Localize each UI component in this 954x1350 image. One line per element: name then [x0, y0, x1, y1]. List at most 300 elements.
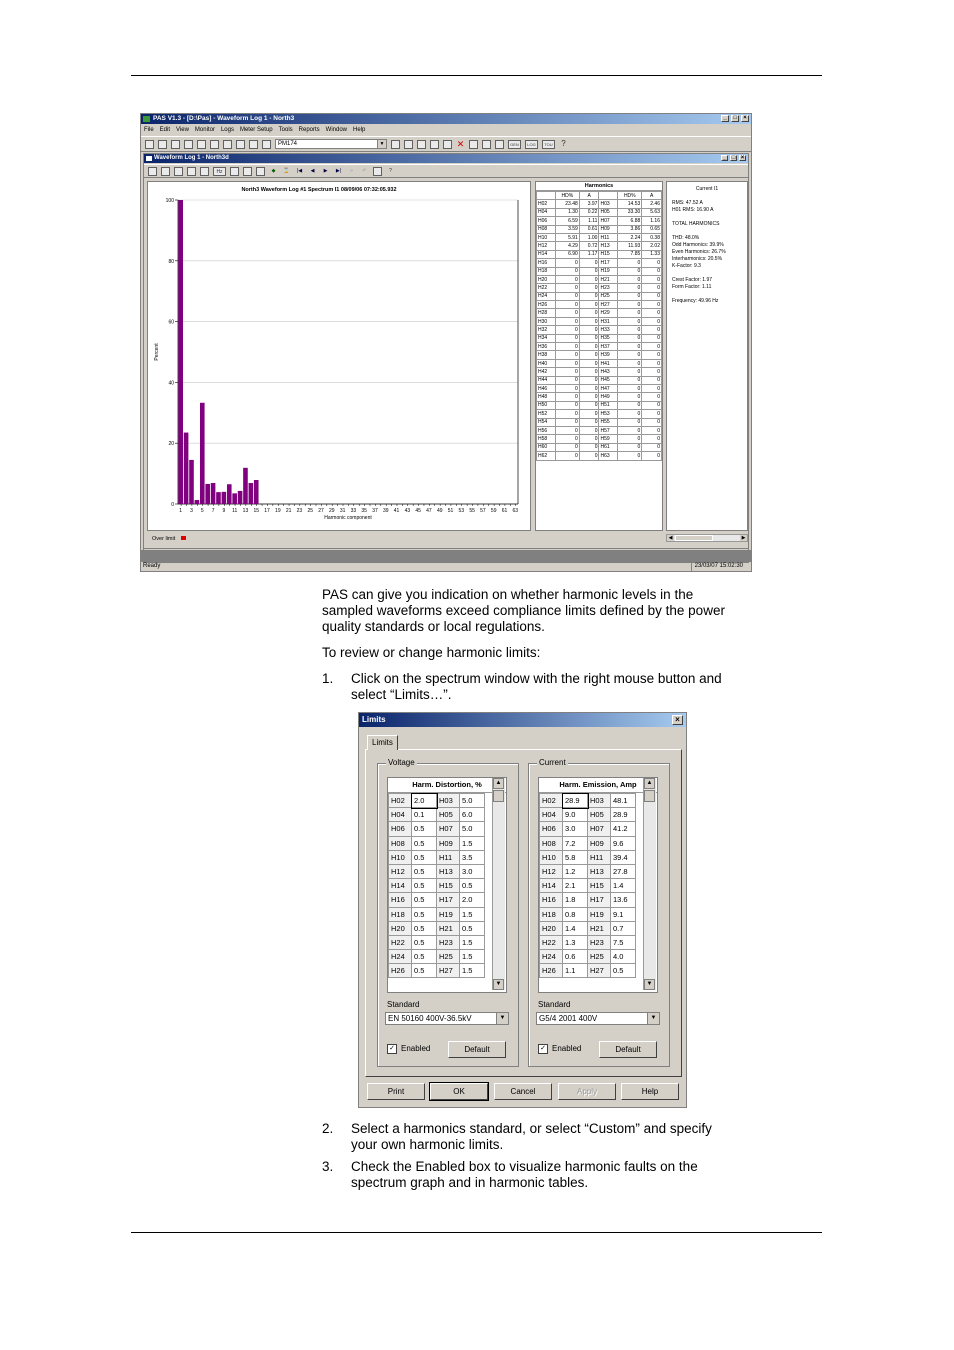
- stop-icon[interactable]: [373, 167, 382, 176]
- reset-icon[interactable]: [469, 140, 478, 149]
- limits-harmonic-label: H25: [437, 950, 460, 964]
- limits-value-cell[interactable]: 0.5: [412, 893, 437, 907]
- limits-value-cell[interactable]: 1.2: [563, 864, 588, 878]
- harmonics-cell: H44: [537, 376, 556, 384]
- limits-value-cell[interactable]: 9.0: [563, 808, 588, 822]
- voltage-table-header: Harm. Distortion, %: [388, 778, 506, 793]
- rms-icon[interactable]: [174, 167, 183, 176]
- harmonics-cell: 3.59: [555, 225, 579, 233]
- limits-harmonic-label: H06: [389, 822, 412, 836]
- harmonics-cell: H45: [599, 376, 618, 384]
- print-button[interactable]: Print: [367, 1083, 425, 1100]
- harmonics-cell: 0: [555, 426, 579, 434]
- upload-icon[interactable]: [404, 140, 413, 149]
- harmonics-cell: 0: [618, 317, 642, 325]
- limits-row: [389, 794, 485, 808]
- harmonics-cell: 1.16: [642, 217, 662, 225]
- spectrum-icon[interactable]: [200, 167, 209, 176]
- limits-harmonic-label: H13: [588, 864, 611, 878]
- voltage-standard-select[interactable]: EN 50160 400V-36.5kV ▼: [385, 1012, 509, 1025]
- limits-harmonic-label: H08: [389, 836, 412, 850]
- delete-icon[interactable]: ✕: [456, 138, 465, 149]
- voltage-limits-table[interactable]: [387, 777, 507, 993]
- limits-value-cell[interactable]: 28.9: [611, 808, 636, 822]
- harmonics-cell: 0: [579, 259, 599, 267]
- harmonics-cell: 0: [618, 393, 642, 401]
- data-icon[interactable]: [443, 140, 452, 149]
- info-line: K-Factor: 9.3: [672, 263, 701, 269]
- voltage-default-button[interactable]: Default: [448, 1041, 506, 1058]
- harmonics-cell: 0: [579, 452, 599, 460]
- harmonics-cell: H50: [537, 401, 556, 409]
- voltage-scrollbar[interactable]: [492, 778, 505, 990]
- limits-row: [389, 836, 485, 850]
- limits-value-cell[interactable]: 1.4: [563, 921, 588, 935]
- limits-value-cell[interactable]: 1.4: [611, 879, 636, 893]
- info-scrollbar[interactable]: [666, 534, 748, 542]
- tou-button[interactable]: TOU: [542, 140, 555, 149]
- scroll-left-icon[interactable]: ◀: [668, 535, 673, 541]
- open-icon[interactable]: [145, 140, 154, 149]
- current-limits-table[interactable]: [538, 777, 658, 993]
- limits-value-cell[interactable]: 1.5: [460, 935, 485, 949]
- child-toolbar: [144, 164, 748, 178]
- voltage-enabled-checkbox[interactable]: ✓ Enabled: [387, 1044, 430, 1054]
- limits-value-cell[interactable]: 1.1: [563, 964, 588, 978]
- report-icon[interactable]: [495, 140, 504, 149]
- phasor-icon[interactable]: [187, 167, 196, 176]
- x-tick-label: 45: [415, 508, 421, 514]
- harmonics-cell: H09: [599, 225, 618, 233]
- undo-icon[interactable]: ↶: [362, 167, 367, 174]
- harmonics-cell: 0: [618, 343, 642, 351]
- y-tick-label: 80: [168, 258, 174, 265]
- menu-view[interactable]: View: [176, 127, 189, 133]
- limits-harmonic-label: H27: [588, 964, 611, 978]
- filter-icon[interactable]: ⌛: [283, 167, 290, 174]
- harmonics-cell: 0: [555, 351, 579, 359]
- limits-value-cell[interactable]: 0.5: [412, 950, 437, 964]
- prev-record-icon[interactable]: ◀: [310, 167, 315, 174]
- help-icon[interactable]: ?: [561, 138, 566, 148]
- harmonics-cell: 0.22: [579, 208, 599, 216]
- limits-row: [389, 893, 485, 907]
- limits-value-cell[interactable]: 1.3: [563, 935, 588, 949]
- harmonics-cell: H54: [537, 418, 556, 426]
- harmonics-cell: H37: [599, 343, 618, 351]
- x-tick-label: 55: [469, 508, 475, 514]
- download-icon[interactable]: [417, 140, 426, 149]
- grid-icon[interactable]: [391, 140, 400, 149]
- limits-harmonic-label: H02: [540, 794, 563, 808]
- harmonics-cell: 0: [618, 284, 642, 292]
- maximize-icon[interactable]: □: [731, 115, 739, 122]
- harmonics-cell: 6.90: [555, 250, 579, 258]
- preview-icon[interactable]: [236, 140, 245, 149]
- current-standard-select[interactable]: G5/4 2001 400V ▼: [536, 1012, 660, 1025]
- current-scroll-thumb[interactable]: [644, 790, 655, 802]
- harmonics-row: [537, 368, 662, 376]
- harmonics-cell: H04: [537, 208, 556, 216]
- harmonics-row: [537, 443, 662, 451]
- menu-file[interactable]: File: [144, 127, 154, 133]
- limits-value-cell[interactable]: 0.5: [412, 964, 437, 978]
- hz-button[interactable]: Hz: [213, 167, 226, 176]
- limits-value-cell[interactable]: 0.6: [563, 950, 588, 964]
- harmonics-cell: 0: [555, 334, 579, 342]
- properties-icon[interactable]: [249, 140, 258, 149]
- limits-dialog: [358, 712, 687, 1108]
- harmonics-row: [537, 435, 662, 443]
- limits-value-cell[interactable]: 27.8: [611, 864, 636, 878]
- device-select[interactable]: PM174 ▼: [275, 139, 387, 149]
- harmonics-cell: H61: [599, 443, 618, 451]
- print-icon[interactable]: [223, 140, 232, 149]
- limits-value-cell[interactable]: 2.1: [563, 879, 588, 893]
- voltage-group-label: Voltage: [388, 758, 415, 767]
- review-paragraph: To review or change harmonic limits:: [322, 645, 541, 660]
- harmonics-cell: H40: [537, 359, 556, 367]
- voltage-standard-label: Standard: [387, 1000, 420, 1009]
- limits-harmonic-label: H10: [389, 850, 412, 864]
- menu-help[interactable]: Help: [353, 127, 366, 133]
- scroll-thumb[interactable]: [675, 535, 713, 541]
- limits-harmonic-label: H23: [588, 935, 611, 949]
- y-axis-label: Percent: [154, 343, 160, 361]
- harmonics-row: [537, 301, 662, 309]
- ok-button[interactable]: OK: [430, 1083, 488, 1100]
- x-tick-label: 63: [512, 508, 519, 514]
- limits-harmonic-label: H11: [588, 850, 611, 864]
- first-record-icon[interactable]: |◀: [296, 167, 303, 174]
- harmonics-cell: 0: [555, 267, 579, 275]
- limits-value-cell[interactable]: 0.5: [412, 864, 437, 878]
- harmonics-cell: 0: [642, 275, 662, 283]
- child-maximize-icon[interactable]: □: [731, 155, 736, 161]
- harmonics-cell: H02: [537, 200, 556, 208]
- harmonics-cell: H10: [537, 233, 556, 241]
- monitor-icon[interactable]: [430, 140, 439, 149]
- limits-value-cell[interactable]: 0.5: [460, 921, 485, 935]
- limits-harmonic-label: H26: [389, 964, 412, 978]
- limits-value-cell[interactable]: 1.5: [460, 950, 485, 964]
- harmonics-cell: 0: [579, 334, 599, 342]
- limits-value-cell[interactable]: 6.0: [460, 808, 485, 822]
- limits-value-cell[interactable]: 0.5: [412, 921, 437, 935]
- spectrum-bar: [184, 433, 189, 504]
- harmonics-cell: H49: [599, 393, 618, 401]
- connect-icon[interactable]: [262, 140, 271, 149]
- child-help-icon[interactable]: ?: [389, 167, 392, 174]
- limits-value-cell[interactable]: 0.8: [563, 907, 588, 921]
- cancel-button[interactable]: Cancel: [494, 1083, 552, 1100]
- spectrum-bar: [211, 483, 216, 504]
- harmonics-cell: H12: [537, 242, 556, 250]
- limits-row: [540, 864, 636, 878]
- channels-icon[interactable]: [230, 167, 239, 176]
- limits-value-cell[interactable]: 2.0: [412, 794, 437, 808]
- x-tick-label: 1: [179, 508, 183, 514]
- checkmark-icon: ✓: [387, 1044, 397, 1054]
- harmonics-cell: 0: [618, 267, 642, 275]
- harmonics-row: [537, 334, 662, 342]
- save-icon[interactable]: [158, 140, 167, 149]
- limits-value-cell[interactable]: 0.5: [460, 879, 485, 893]
- x-tick-label: 21: [285, 508, 292, 514]
- limits-value-cell[interactable]: 3.0: [563, 822, 588, 836]
- limits-row: [389, 879, 485, 893]
- limits-value-cell[interactable]: 5.8: [563, 850, 588, 864]
- paste-icon[interactable]: [210, 140, 219, 149]
- copy-icon[interactable]: [197, 140, 206, 149]
- marker-icon[interactable]: ◆: [271, 167, 276, 174]
- limits-close-icon[interactable]: ×: [672, 715, 683, 725]
- x-tick-label: 9: [222, 508, 226, 514]
- limits-value-cell[interactable]: 3.5: [460, 850, 485, 864]
- limits-value-cell[interactable]: 3.0: [460, 864, 485, 878]
- spectrum-bar: [243, 468, 248, 504]
- last-record-icon[interactable]: ▶|: [335, 167, 342, 174]
- limits-value-cell[interactable]: 1.5: [460, 907, 485, 921]
- harmonics-cell: 14.53: [618, 200, 642, 208]
- harmonics-cell: H21: [599, 275, 618, 283]
- limits-value-cell[interactable]: 0.5: [412, 935, 437, 949]
- harmonics-cell: H63: [599, 452, 618, 460]
- next-record-icon[interactable]: ▶: [323, 167, 328, 174]
- harmonics-cell: 3.97: [579, 200, 599, 208]
- minimize-icon[interactable]: _: [721, 115, 729, 122]
- limits-row: [389, 935, 485, 949]
- harmonics-row: [537, 376, 662, 384]
- spectrum-bar: [227, 484, 232, 504]
- limits-harmonic-label: H21: [588, 921, 611, 935]
- harmonics-cell: 0: [642, 368, 662, 376]
- limits-value-cell[interactable]: 2.0: [460, 893, 485, 907]
- apply-button[interactable]: Apply: [558, 1083, 616, 1100]
- limits-value-cell[interactable]: 5.0: [460, 822, 485, 836]
- info-line: [672, 270, 742, 277]
- gen-button[interactable]: GEN: [508, 140, 521, 149]
- harmonics-cell: H41: [599, 359, 618, 367]
- child-minimize-icon[interactable]: _: [722, 155, 727, 161]
- spectrum-bar: [222, 492, 227, 504]
- waveform-icon[interactable]: [161, 167, 170, 176]
- scroll-down-icon[interactable]: ▼: [644, 979, 655, 990]
- limits-row: [540, 935, 636, 949]
- menu-monitor[interactable]: Monitor: [194, 127, 215, 133]
- limits-harmonic-label: H08: [540, 836, 563, 850]
- harmonics-cell: 0: [642, 384, 662, 392]
- main-toolbar: [141, 136, 751, 152]
- current-default-button[interactable]: Default: [599, 1041, 657, 1058]
- limits-value-cell[interactable]: 9.1: [611, 907, 636, 921]
- limits-value-cell[interactable]: 0.5: [611, 964, 636, 978]
- harmonics-cell: 1.33: [642, 250, 662, 258]
- harmonics-row: [537, 284, 662, 292]
- limits-harmonic-label: H15: [588, 879, 611, 893]
- harmonics-cell: 1.30: [555, 208, 579, 216]
- tab-limits[interactable]: Limits: [367, 735, 398, 750]
- x-tick-label: 35: [361, 508, 367, 514]
- menu-tools[interactable]: Tools: [278, 127, 293, 133]
- copy-view-icon[interactable]: [256, 167, 265, 176]
- options-icon[interactable]: [243, 167, 252, 176]
- limits-value-cell[interactable]: 41.2: [611, 822, 636, 836]
- harmonics-cell: H56: [537, 426, 556, 434]
- harmonics-header-cell: A: [642, 192, 662, 200]
- limits-harmonic-label: H21: [437, 921, 460, 935]
- harmonics-cell: 0: [642, 393, 662, 401]
- help-button[interactable]: Help: [621, 1083, 679, 1100]
- harmonics-row: [537, 309, 662, 317]
- harmonics-cell: 0: [579, 393, 599, 401]
- limits-value-cell[interactable]: 0.5: [412, 907, 437, 921]
- limits-value-cell[interactable]: 0.1: [412, 808, 437, 822]
- spectrum-bar: [178, 200, 183, 504]
- limits-value-cell[interactable]: 0.5: [412, 836, 437, 850]
- limits-harmonic-label: H22: [540, 935, 563, 949]
- harmonics-cell: H48: [537, 393, 556, 401]
- app-title: PAS V1.3 - [D:\Pas] - Waveform Log 1 - North3: [153, 115, 295, 122]
- harmonics-cell: 0: [618, 443, 642, 451]
- limits-harmonic-label: H19: [437, 907, 460, 921]
- chevron-down-icon: ▼: [496, 1013, 508, 1024]
- harmonics-cell: 1.00: [579, 233, 599, 241]
- scroll-right-icon[interactable]: ▶: [741, 535, 746, 541]
- spectrum-chart[interactable]: [147, 181, 531, 531]
- limits-value-cell[interactable]: 0.7: [611, 921, 636, 935]
- over-limit-swatch: [181, 536, 186, 540]
- x-tick-label: 61: [501, 508, 508, 514]
- harmonics-cell: 0: [555, 384, 579, 392]
- spectrum-bar: [238, 491, 243, 504]
- harmonics-cell: 0: [642, 401, 662, 409]
- limits-harmonic-label: H25: [588, 950, 611, 964]
- limits-row: [389, 921, 485, 935]
- spectrum-bar: [249, 483, 254, 504]
- limits-harmonic-label: H16: [540, 893, 563, 907]
- cut-icon[interactable]: [184, 140, 193, 149]
- harmonics-title: Harmonics: [536, 182, 662, 191]
- close-icon[interactable]: ×: [741, 115, 749, 122]
- limits-value-cell[interactable]: 0.5: [412, 879, 437, 893]
- limits-value-cell[interactable]: 5.0: [460, 794, 485, 808]
- menu-window[interactable]: Window: [325, 127, 348, 133]
- harmonics-cell: 0: [642, 292, 662, 300]
- limits-value-cell[interactable]: 13.6: [611, 893, 636, 907]
- harmonics-cell: 33.30: [618, 208, 642, 216]
- limits-value-cell[interactable]: 9.6: [611, 836, 636, 850]
- voltage-scroll-thumb[interactable]: [493, 790, 504, 802]
- harmonics-cell: H14: [537, 250, 556, 258]
- limits-value-cell[interactable]: 48.1: [611, 794, 636, 808]
- child-close-icon[interactable]: ×: [740, 155, 745, 161]
- spectrum-bar: [232, 493, 237, 504]
- harmonics-cell: 0: [618, 435, 642, 443]
- harmonics-cell: H11: [599, 233, 618, 241]
- scroll-up-icon[interactable]: ▲: [493, 778, 504, 789]
- limits-value-cell[interactable]: 39.4: [611, 850, 636, 864]
- harmonics-cell: 0: [642, 284, 662, 292]
- table-view-icon[interactable]: [148, 167, 157, 176]
- limits-value-cell[interactable]: 1.5: [460, 836, 485, 850]
- harmonics-cell: H18: [537, 267, 556, 275]
- limits-value-cell[interactable]: 1.8: [563, 893, 588, 907]
- limits-row: [389, 808, 485, 822]
- x-tick-label: 11: [232, 508, 238, 514]
- x-tick-label: 17: [264, 508, 270, 514]
- limits-value-cell[interactable]: 4.0: [611, 950, 636, 964]
- chevron-down-icon: ▼: [377, 140, 386, 148]
- harmonics-cell: 0: [618, 376, 642, 384]
- x-tick-label: 49: [436, 508, 443, 514]
- forward-icon[interactable]: »: [350, 167, 353, 174]
- harmonics-cell: H16: [537, 259, 556, 267]
- harmonics-cell: 4.29: [555, 242, 579, 250]
- harmonics-row: [537, 242, 662, 250]
- current-scrollbar[interactable]: [643, 778, 656, 990]
- harmonics-row: [537, 393, 662, 401]
- x-tick-label: 5: [200, 508, 204, 514]
- limits-value-cell[interactable]: 7.2: [563, 836, 588, 850]
- harmonics-cell: 0: [618, 275, 642, 283]
- x-axis-label: Harmonic component: [324, 515, 372, 521]
- status-bar: [141, 560, 751, 571]
- log-button[interactable]: LOG: [525, 140, 538, 149]
- harmonics-row: [537, 200, 662, 208]
- scroll-up-icon[interactable]: ▲: [644, 778, 655, 789]
- table-icon[interactable]: [482, 140, 491, 149]
- limits-value-cell[interactable]: 1.5: [460, 964, 485, 978]
- harmonics-cell: 0: [618, 384, 642, 392]
- limits-harmonic-label: H20: [389, 921, 412, 935]
- current-enabled-checkbox[interactable]: ✓ Enabled: [538, 1044, 581, 1054]
- harmonics-cell: 0: [579, 368, 599, 376]
- harmonics-cell: H42: [537, 368, 556, 376]
- info-line: Even Harmonics: 26.7%: [672, 249, 726, 255]
- save-all-icon[interactable]: [171, 140, 180, 149]
- harmonics-cell: 0: [642, 359, 662, 367]
- limits-value-cell[interactable]: 0.5: [412, 850, 437, 864]
- limits-value-cell[interactable]: 28.9: [563, 794, 588, 808]
- x-tick-label: 19: [275, 508, 281, 514]
- menu-reports[interactable]: Reports: [298, 127, 320, 133]
- harmonics-cell: 23.48: [555, 200, 579, 208]
- limits-harmonic-label: H22: [389, 935, 412, 949]
- status-datetime: 23/03/07 15:02:30: [691, 561, 743, 571]
- top-rule: [131, 75, 822, 76]
- harmonics-cell: 2.46: [642, 200, 662, 208]
- menu-meter-setup[interactable]: Meter Setup: [239, 127, 273, 133]
- y-tick-label: 100: [165, 198, 174, 204]
- menu-logs[interactable]: Logs: [220, 127, 234, 133]
- x-tick-label: 57: [480, 508, 486, 514]
- harmonics-cell: 0.38: [642, 233, 662, 241]
- harmonics-cell: H27: [599, 301, 618, 309]
- limits-value-cell[interactable]: 7.5: [611, 935, 636, 949]
- harmonics-cell: H34: [537, 334, 556, 342]
- limits-value-cell[interactable]: 0.5: [412, 822, 437, 836]
- scroll-down-icon[interactable]: ▼: [493, 979, 504, 990]
- menu-edit[interactable]: Edit: [159, 127, 171, 133]
- harmonics-cell: 0: [555, 401, 579, 409]
- limits-row: [540, 808, 636, 822]
- harmonics-header-cell: [537, 192, 556, 200]
- harmonics-cell: 6.88: [618, 217, 642, 225]
- harmonics-header-cell: HD%: [618, 192, 642, 200]
- info-line: [672, 214, 742, 221]
- harmonics-cell: 0.72: [579, 242, 599, 250]
